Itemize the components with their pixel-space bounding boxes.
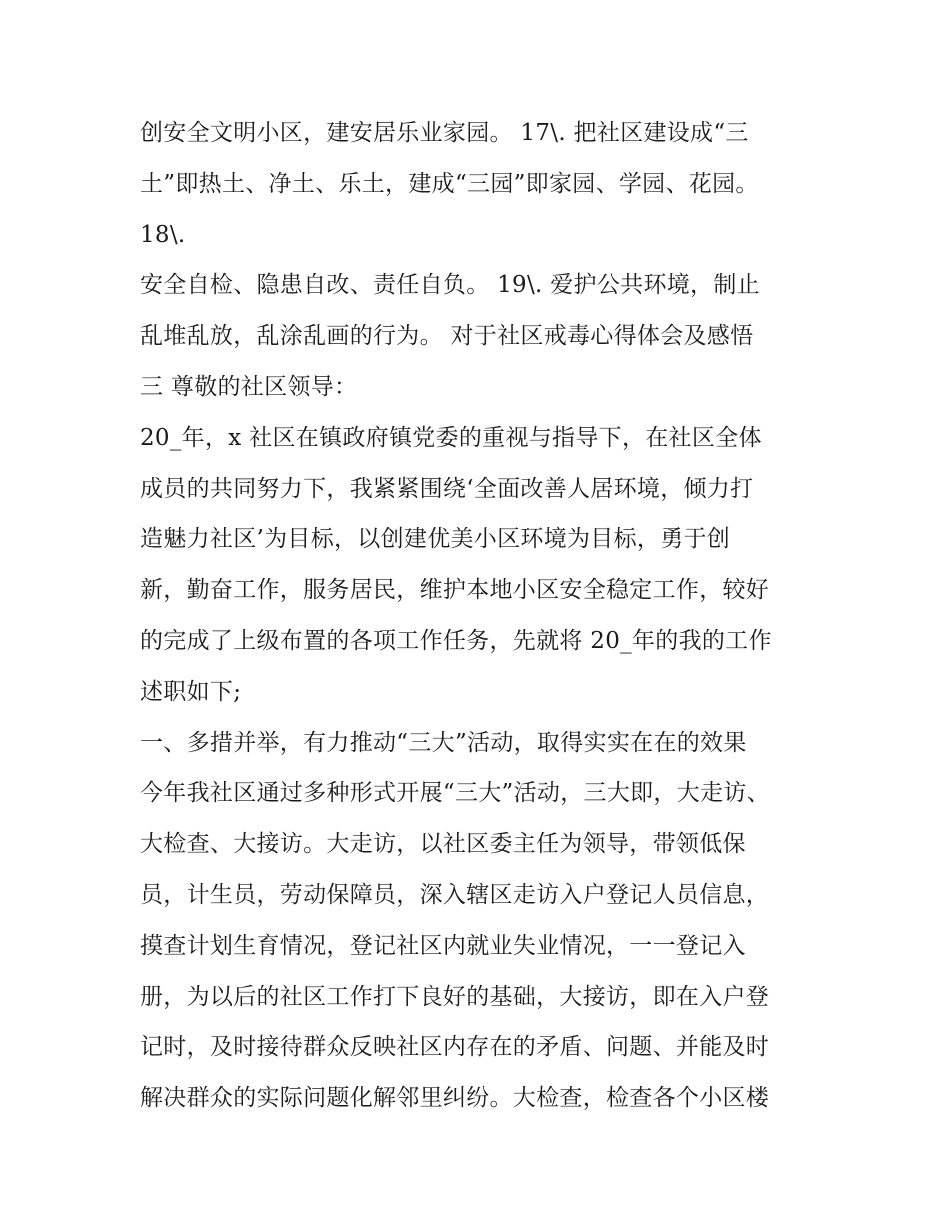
text-line: 解决群众的实际问题化解邻里纠纷。大检查，检查各个小区楼 bbox=[140, 1085, 770, 1112]
text-line: 员，计生员，劳动保障员，深入辖区走访入户登记人员信息， bbox=[140, 881, 770, 908]
text-line: 成员的共同努力下，我紧紧围绕‘全面改善人居环境，倾力打 bbox=[140, 475, 754, 502]
text-line: 乱堆乱放，乱涂乱画的行为。 对于社区戒毒心得体会及感悟 bbox=[140, 323, 754, 350]
text-line: 大检查、大接访。大走访，以社区委主任为领导，带领低保 bbox=[140, 831, 746, 858]
text-line: 18\. bbox=[140, 221, 186, 248]
text-line: 造魅力社区’为目标，以创建优美小区环境为目标，勇于创 bbox=[140, 526, 731, 553]
text-line: 的完成了上级布置的各项工作任务，先就将 20_年的我的工作 bbox=[140, 627, 772, 654]
text-line: 一、多措并举，有力推动“三大”活动，取得实实在在的效果 bbox=[140, 729, 747, 756]
text-line: 新，勤奋工作，服务居民，维护本地小区安全稳定工作，较好 bbox=[140, 577, 770, 604]
text-line: 今年我社区通过多种形式开展“三大”活动，三大即，大走访、 bbox=[140, 780, 770, 807]
text-line: 安全自检、隐患自改、责任自负。 19\. 爱护公共环境，制止 bbox=[140, 272, 760, 299]
document-body bbox=[140, 108, 830, 1124]
text-line: 三 尊敬的社区领导： bbox=[140, 373, 358, 400]
text-line: 摸查计划生育情况，登记社区内就业失业情况，一一登记入 bbox=[140, 932, 746, 959]
text-line: 册，为以后的社区工作打下良好的基础，大接访，即在入户登 bbox=[140, 983, 770, 1010]
text-line: 土”即热土、净土、乐土，建成“三园”即家园、学园、花园。 bbox=[140, 170, 759, 197]
text-line: 述职如下; bbox=[140, 678, 242, 705]
text-line: 20_年，x 社区在镇政府镇党委的重视与指导下，在社区全体 bbox=[140, 424, 762, 451]
text-line: 创安全文明小区，建安居乐业家园。 17\. 把社区建设成“三 bbox=[140, 120, 749, 146]
text-line: 记时，及时接待群众反映社区内存在的矛盾、问题、并能及时 bbox=[140, 1034, 770, 1061]
